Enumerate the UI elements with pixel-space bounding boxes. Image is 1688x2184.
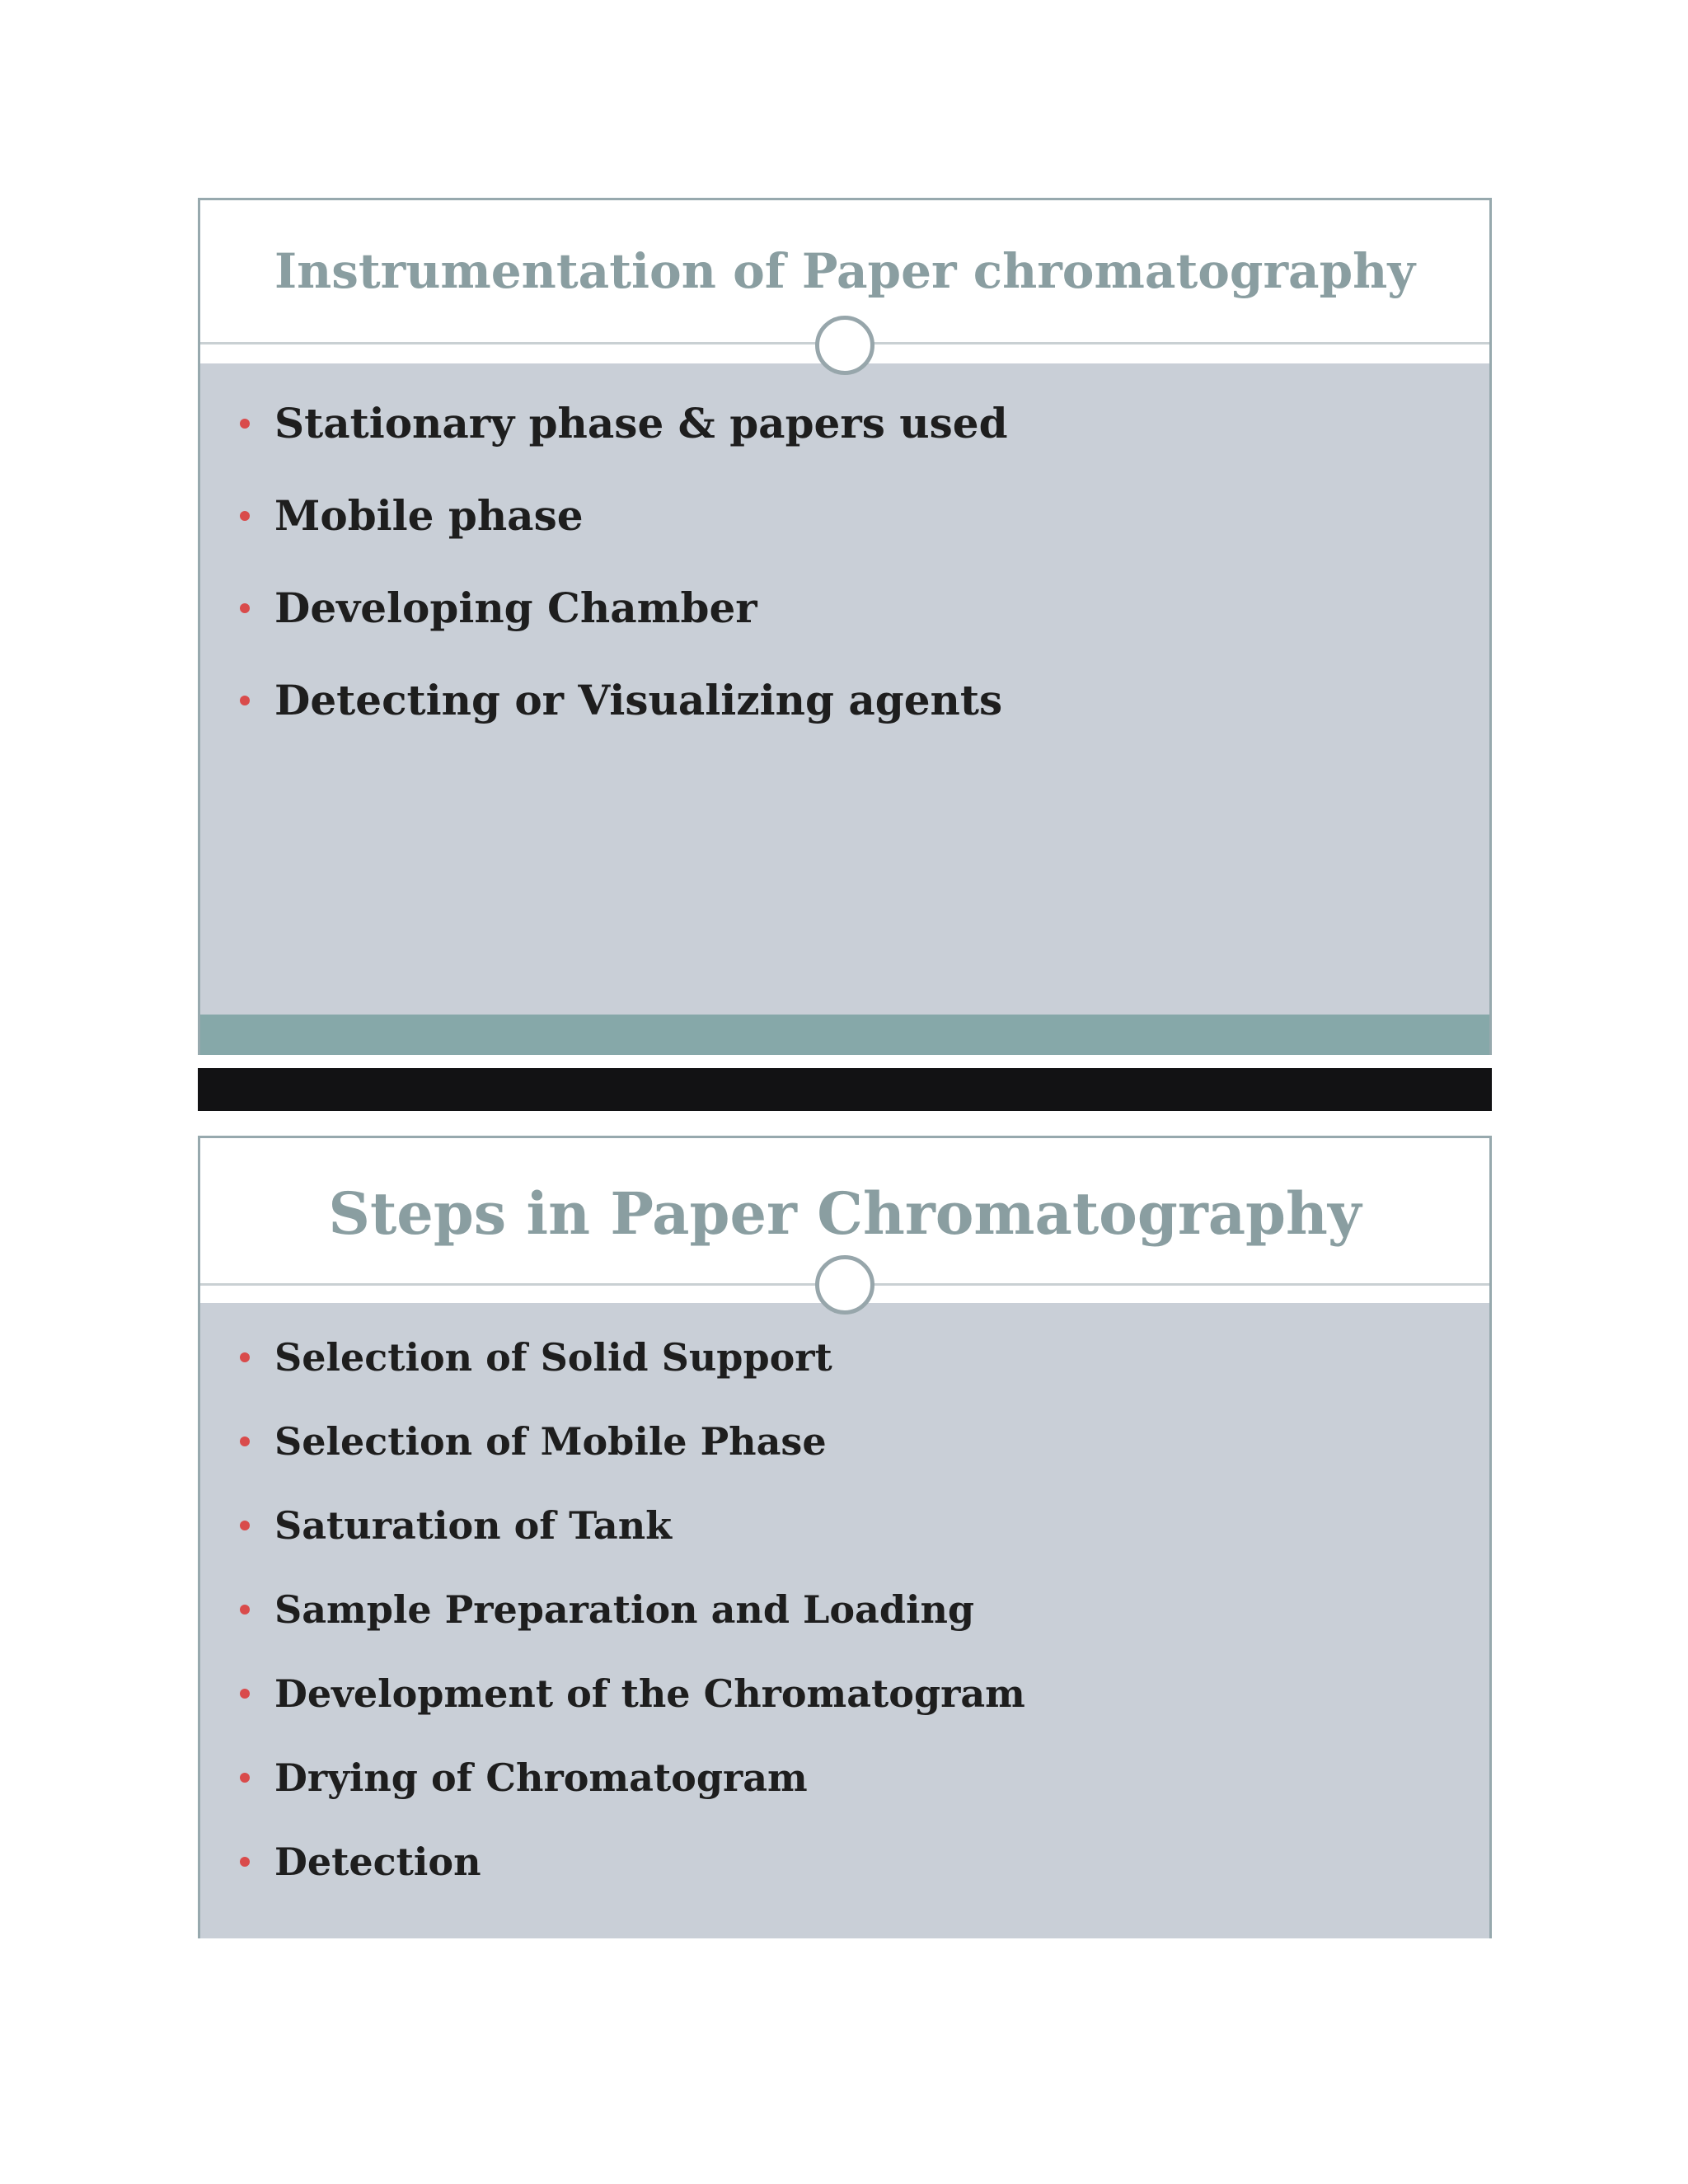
list-item [232, 1586, 1025, 1671]
bullet-dot-icon [240, 1857, 250, 1867]
bullet-dot-icon [240, 696, 250, 705]
list-item [232, 1334, 1025, 1418]
list-item-text: Detecting or Visualizing agents [274, 676, 1003, 724]
list-item-text: Saturation of Tank [274, 1503, 673, 1548]
circle-ornament-icon [815, 316, 874, 375]
bullet-dot-icon [240, 1521, 250, 1530]
list-item-text: Sample Preparation and Loading [274, 1587, 975, 1632]
list-item-text: Selection of Solid Support [274, 1335, 832, 1380]
slide-title: Instrumentation of Paper chromatography [274, 243, 1416, 299]
list-item [232, 1502, 1025, 1586]
list-item [232, 1755, 1025, 1839]
slide-title: Steps in Paper Chromatography [328, 1179, 1362, 1248]
circle-ornament-icon [815, 1255, 874, 1315]
list-item [232, 1671, 1025, 1755]
bullet-dot-icon [240, 511, 250, 521]
list-item [232, 583, 1008, 675]
list-item [232, 398, 1008, 490]
slide-instrumentation [198, 198, 1492, 1055]
bullet-dot-icon [240, 1689, 250, 1699]
list-item [232, 675, 1008, 767]
bullet-list [232, 398, 1008, 767]
bullet-dot-icon [240, 1605, 250, 1615]
list-item-text: Mobile phase [274, 491, 584, 540]
bullet-dot-icon [240, 1436, 250, 1446]
list-item-text: Development of the Chromatogram [274, 1671, 1025, 1716]
footer-band [200, 1015, 1489, 1055]
slide-separator-bar [198, 1068, 1492, 1111]
bullet-dot-icon [240, 419, 250, 429]
list-item-text: Stationary phase & papers used [274, 399, 1008, 448]
list-item-text: Drying of Chromatogram [274, 1755, 808, 1800]
list-item [232, 1418, 1025, 1502]
bullet-dot-icon [240, 1352, 250, 1362]
bullet-dot-icon [240, 603, 250, 613]
bullet-list [232, 1334, 1025, 1923]
bullet-dot-icon [240, 1773, 250, 1783]
list-item [232, 490, 1008, 583]
list-item-text: Developing Chamber [274, 583, 757, 632]
slide-steps [198, 1136, 1492, 1938]
list-item-text: Selection of Mobile Phase [274, 1419, 827, 1464]
list-item-text: Detection [274, 1840, 481, 1884]
list-item [232, 1839, 1025, 1923]
